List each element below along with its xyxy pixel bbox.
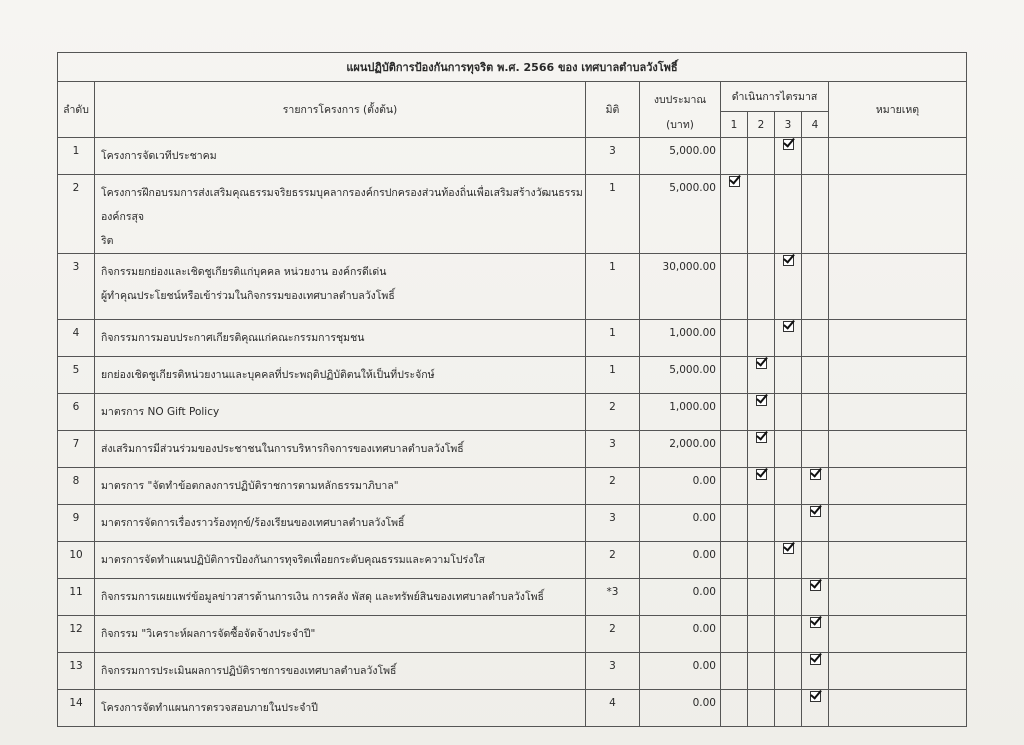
- quarter-2-cell: [748, 254, 775, 320]
- remarks-value: [829, 579, 967, 616]
- remarks-value: [829, 394, 967, 431]
- dimension-value: 1: [586, 320, 640, 357]
- quarter-4-cell: [802, 357, 829, 394]
- remarks-value: [829, 653, 967, 690]
- remarks-value: [829, 616, 967, 653]
- quarter-4-cell: [802, 542, 829, 579]
- checkbox-checked-icon: [810, 506, 821, 517]
- dimension-value: 3: [586, 653, 640, 690]
- quarter-4-cell: [802, 175, 829, 254]
- quarter-3-cell: [775, 431, 802, 468]
- table-row: [58, 320, 967, 357]
- remarks-value: [829, 542, 967, 579]
- quarter-1-cell: [721, 175, 748, 254]
- dimension-value: *3: [586, 579, 640, 616]
- quarter-1-cell: [721, 254, 748, 320]
- header-q4: 4: [802, 112, 829, 138]
- row-number: 7: [58, 431, 95, 468]
- quarter-3-cell: [775, 579, 802, 616]
- header-dimension: มิติ: [586, 82, 640, 138]
- project-name: [95, 394, 586, 431]
- table-row: [58, 138, 967, 175]
- project-name-line: มาตรการจัดการเรื่องราวร้องทุกข์/ร้องเรียนของเทศบาลตำบลวังโพธิ์: [101, 517, 405, 529]
- quarter-2-cell: [748, 505, 775, 542]
- budget-value: 0.00: [640, 653, 721, 690]
- dimension-value: 2: [586, 468, 640, 505]
- quarter-4-cell: [802, 505, 829, 542]
- quarter-3-cell: [775, 320, 802, 357]
- project-name-line: ผู้ทำคุณประโยชน์หรือเข้าร่วมในกิจกรรมของเทศบาลตำบลวังโพธิ์: [101, 290, 395, 302]
- quarter-1-cell: [721, 320, 748, 357]
- checkbox-checked-icon: [810, 691, 821, 702]
- quarter-1-cell: [721, 357, 748, 394]
- header-budget-unit: (บาท): [640, 112, 721, 138]
- dimension-value: 4: [586, 690, 640, 727]
- action-plan-table: [57, 52, 967, 727]
- header-project: รายการโครงการ (ตั้งต้น): [95, 82, 586, 138]
- header-q3: 3: [775, 112, 802, 138]
- dimension-value: 3: [586, 505, 640, 542]
- checkbox-checked-icon: [783, 321, 794, 332]
- quarter-3-cell: [775, 357, 802, 394]
- dimension-value: 2: [586, 394, 640, 431]
- row-number: 8: [58, 468, 95, 505]
- table-row: [58, 468, 967, 505]
- quarter-4-cell: [802, 616, 829, 653]
- table-row: [58, 653, 967, 690]
- checkbox-checked-icon: [810, 469, 821, 480]
- table-row: [58, 690, 967, 727]
- header-quarter: ดำเนินการไตรมาส: [721, 82, 829, 112]
- dimension-value: 2: [586, 616, 640, 653]
- quarter-3-cell: [775, 175, 802, 254]
- quarter-2-cell: [748, 138, 775, 175]
- quarter-3-cell: [775, 138, 802, 175]
- dimension-value: 1: [586, 357, 640, 394]
- quarter-4-cell: [802, 690, 829, 727]
- project-name-line: กิจกรรมการมอบประกาศเกียรติคุณแก่คณะกรรมการชุมชน: [101, 332, 365, 344]
- project-name: [95, 653, 586, 690]
- checkbox-checked-icon: [756, 432, 767, 443]
- checkbox-checked-icon: [756, 358, 767, 369]
- checkbox-checked-icon: [756, 395, 767, 406]
- quarter-2-cell: [748, 357, 775, 394]
- budget-value: 0.00: [640, 542, 721, 579]
- row-number: 1: [58, 138, 95, 175]
- budget-value: 0.00: [640, 690, 721, 727]
- header-q1: 1: [721, 112, 748, 138]
- project-name: [95, 175, 586, 254]
- budget-value: 0.00: [640, 616, 721, 653]
- remarks-value: [829, 254, 967, 320]
- dimension-value: 3: [586, 138, 640, 175]
- project-name: [95, 505, 586, 542]
- quarter-4-cell: [802, 320, 829, 357]
- quarter-3-cell: [775, 653, 802, 690]
- project-name: [95, 579, 586, 616]
- row-number: 14: [58, 690, 95, 727]
- quarter-4-cell: [802, 254, 829, 320]
- quarter-1-cell: [721, 542, 748, 579]
- remarks-value: [829, 431, 967, 468]
- quarter-4-cell: [802, 431, 829, 468]
- project-name-line: โครงการจัดทำแผนการตรวจสอบภายในประจำปี: [101, 702, 318, 714]
- remarks-value: [829, 690, 967, 727]
- row-number: 11: [58, 579, 95, 616]
- quarter-2-cell: [748, 542, 775, 579]
- quarter-1-cell: [721, 394, 748, 431]
- table-row: [58, 431, 967, 468]
- budget-value: 0.00: [640, 579, 721, 616]
- quarter-3-cell: [775, 468, 802, 505]
- remarks-value: [829, 138, 967, 175]
- row-number: 12: [58, 616, 95, 653]
- quarter-4-cell: [802, 138, 829, 175]
- quarter-2-cell: [748, 320, 775, 357]
- checkbox-checked-icon: [783, 543, 794, 554]
- remarks-value: [829, 320, 967, 357]
- dimension-value: 1: [586, 175, 640, 254]
- dimension-value: 1: [586, 254, 640, 320]
- header-q2: 2: [748, 112, 775, 138]
- quarter-2-cell: [748, 468, 775, 505]
- quarter-3-cell: [775, 690, 802, 727]
- quarter-1-cell: [721, 468, 748, 505]
- project-name: [95, 542, 586, 579]
- quarter-3-cell: [775, 394, 802, 431]
- checkbox-checked-icon: [729, 176, 740, 187]
- checkbox-checked-icon: [810, 654, 821, 665]
- project-name-line: กิจกรรมยกย่องและเชิดชูเกียรติแก่บุคคล หน่วยงาน องค์กรดีเด่น: [101, 266, 387, 278]
- quarter-1-cell: [721, 431, 748, 468]
- budget-value: 5,000.00: [640, 175, 721, 254]
- budget-value: 0.00: [640, 505, 721, 542]
- quarter-3-cell: [775, 254, 802, 320]
- project-name-line: ยกย่องเชิดชูเกียรติหน่วยงานและบุคคลที่ประพฤติปฏิบัติตนให้เป็นที่ประจักษ์: [101, 369, 435, 381]
- quarter-2-cell: [748, 616, 775, 653]
- row-number: 2: [58, 175, 95, 254]
- project-name-line: กิจกรรมการประเมินผลการปฏิบัติราชการของเทศบาลตำบลวังโพธิ์: [101, 665, 397, 677]
- dimension-value: 3: [586, 431, 640, 468]
- row-number: 5: [58, 357, 95, 394]
- quarter-3-cell: [775, 616, 802, 653]
- project-name-line: ส่งเสริมการมีส่วนร่วมของประชาชนในการบริหารกิจการของเทศบาลตำบลวังโพธิ์: [101, 443, 464, 455]
- project-name: [95, 254, 586, 320]
- remarks-value: [829, 468, 967, 505]
- project-name: [95, 431, 586, 468]
- table-row: [58, 357, 967, 394]
- project-name-line: มาตรการจัดทำแผนปฏิบัติการป้องกันการทุจริตเพื่อยกระดับคุณธรรมและความโปร่งใส: [101, 554, 485, 566]
- table-row: [58, 254, 967, 320]
- checkbox-checked-icon: [783, 139, 794, 150]
- project-name-line: ริต: [101, 235, 114, 247]
- quarter-3-cell: [775, 505, 802, 542]
- row-number: 4: [58, 320, 95, 357]
- project-name: [95, 138, 586, 175]
- table-row: [58, 394, 967, 431]
- quarter-4-cell: [802, 468, 829, 505]
- budget-value: 2,000.00: [640, 431, 721, 468]
- budget-value: 30,000.00: [640, 254, 721, 320]
- project-name-line: โครงการฝึกอบรมการส่งเสริมคุณธรรมจริยธรรมบุคลากรองค์กรปกครองส่วนท้องถิ่นเพื่อเสริมสร้างวัฒนธรรมองค์กรสุจ: [101, 187, 583, 223]
- quarter-1-cell: [721, 579, 748, 616]
- checkbox-checked-icon: [810, 580, 821, 591]
- budget-value: 5,000.00: [640, 138, 721, 175]
- row-number: 6: [58, 394, 95, 431]
- remarks-value: [829, 505, 967, 542]
- quarter-3-cell: [775, 542, 802, 579]
- quarter-1-cell: [721, 505, 748, 542]
- project-name-line: กิจกรรม "วิเคราะห์ผลการจัดซื้อจัดจ้างประจำปี": [101, 628, 316, 640]
- table-row: [58, 175, 967, 254]
- project-name: [95, 357, 586, 394]
- table-row: [58, 616, 967, 653]
- header-budget: งบประมาณ: [640, 82, 721, 112]
- project-name-line: กิจกรรมการเผยแพร่ข้อมูลข่าวสารด้านการเงิน การคลัง พัสดุ และทรัพย์สินของเทศบาลตำบลวังโพธิ์: [101, 591, 544, 603]
- project-name: [95, 690, 586, 727]
- quarter-1-cell: [721, 690, 748, 727]
- checkbox-checked-icon: [783, 255, 794, 266]
- project-name: [95, 320, 586, 357]
- table-row: [58, 505, 967, 542]
- budget-value: 5,000.00: [640, 357, 721, 394]
- row-number: 10: [58, 542, 95, 579]
- row-number: 13: [58, 653, 95, 690]
- quarter-4-cell: [802, 579, 829, 616]
- project-name-line: มาตรการ NO Gift Policy: [101, 406, 220, 418]
- header-remarks: หมายเหตุ: [829, 82, 967, 138]
- quarter-4-cell: [802, 653, 829, 690]
- remarks-value: [829, 175, 967, 254]
- quarter-1-cell: [721, 653, 748, 690]
- table-row: [58, 542, 967, 579]
- quarter-2-cell: [748, 394, 775, 431]
- quarter-2-cell: [748, 431, 775, 468]
- quarter-2-cell: [748, 653, 775, 690]
- table-title: แผนปฏิบัติการป้องกันการทุจริต พ.ศ. 2566 ของ เทศบาลตำบลวังโพธิ์: [58, 53, 967, 82]
- project-name-line: โครงการจัดเวทีประชาคม: [101, 150, 217, 162]
- checkbox-checked-icon: [810, 617, 821, 628]
- row-number: 3: [58, 254, 95, 320]
- remarks-value: [829, 357, 967, 394]
- quarter-2-cell: [748, 690, 775, 727]
- table-row: [58, 579, 967, 616]
- quarter-1-cell: [721, 616, 748, 653]
- project-name: [95, 468, 586, 505]
- header-order: ลำดับ: [58, 82, 95, 138]
- row-number: 9: [58, 505, 95, 542]
- table-body: [58, 138, 967, 727]
- quarter-2-cell: [748, 175, 775, 254]
- quarter-2-cell: [748, 579, 775, 616]
- quarter-1-cell: [721, 138, 748, 175]
- project-name-line: มาตรการ "จัดทำข้อตกลงการปฏิบัติราชการตามหลักธรรมาภิบาล": [101, 480, 399, 492]
- budget-value: 1,000.00: [640, 394, 721, 431]
- budget-value: 1,000.00: [640, 320, 721, 357]
- budget-value: 0.00: [640, 468, 721, 505]
- project-name: [95, 616, 586, 653]
- dimension-value: 2: [586, 542, 640, 579]
- quarter-4-cell: [802, 394, 829, 431]
- checkbox-checked-icon: [756, 469, 767, 480]
